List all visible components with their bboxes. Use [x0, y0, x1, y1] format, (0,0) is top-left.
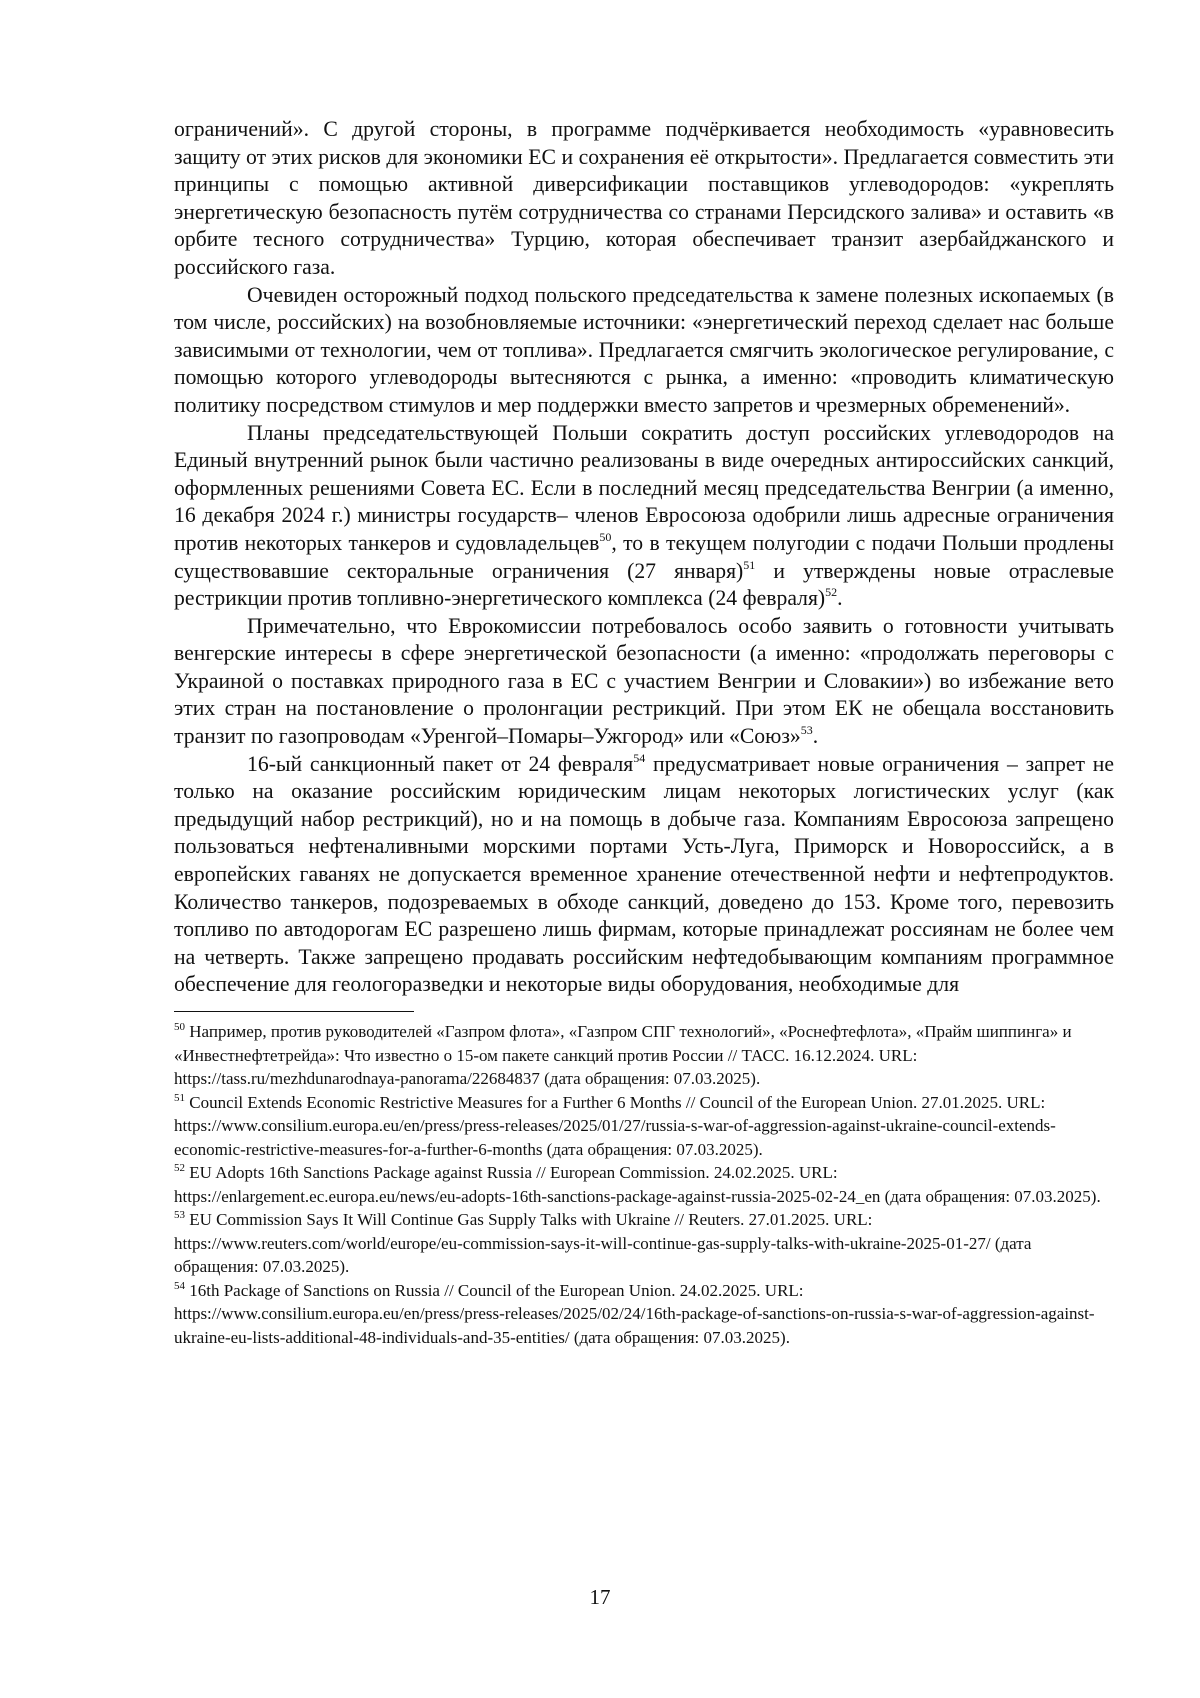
paragraph-4 [174, 613, 1114, 751]
footnote-ref-53[interactable]: 53 [800, 723, 813, 738]
paragraph-3 [174, 420, 1114, 613]
paragraph-5-text-b: предусматривает новые ограничения – запрет не только на оказание российским юридическим лицам некоторых логистических услуг (как предыдущий набор рестрикций), но и на помощь в добыче газа. Компаниям Евросоюза запрещено пользоваться нефтеналивными морскими портами Усть-Луга, Приморск и Новороссийск, а в европейских гаванях не допускается временное хранение отечественной нефти и нефтепродуктов. Количество танкеров, подозреваемых в обходе санкций, доведено до 153. Кроме того, перевозить топливо по автодорогам ЕС разрешено лишь фирмам, которые принадлежат россиянам не более чем на четверть. Также запрещено продавать российским нефтедобывающим компаниям программное обеспечение для геологоразведки и некоторые виды оборудования, необходимые для [174, 751, 1114, 997]
paragraph-3-text-b: , то в текущем полугодии с подачи Польши продлены существовавшие секторальные ограничения (27 января) [174, 530, 1114, 583]
paragraph-1-text: ограничений». С другой стороны, в программе подчёркивается необходимость «уравновесить защиту от этих рисков для экономики ЕС и сохранения её открытости». Предлагается совместить эти принципы с помощью активной диверсификации поставщиков углеводородов: «укреплять энергетическую безопасность путём сотрудничества со странами Персидского залива» и оставить «в орбите тесного сотрудничества» Турцию, которая обеспечивает транзит азербайджанского и российского газа. [174, 117, 1114, 279]
footnote-number: 50 [174, 1021, 185, 1033]
paragraph-2 [174, 282, 1114, 420]
footnote-ref-50[interactable]: 50 [599, 529, 612, 544]
page-number: 17 [589, 1585, 611, 1609]
footnote-50 [174, 1020, 1114, 1091]
footnote-52 [174, 1161, 1114, 1208]
paragraph-4-text-b: . [812, 724, 819, 749]
page [174, 116, 1114, 1349]
paragraph-3-text-a: Планы председательствующей Польши сократить доступ российских углеводородов на Единый внутренний рынок были частично реализованы в виде очередных антироссийских санкций, оформленных решениями Совета ЕС. Если в последний месяц председательства Венгрии (а именно, 16 декабря 2024 г.) министры государств– членов Евросоюза одобрили лишь адресные ограничения против некоторых танкеров и судовладельцев [174, 420, 1114, 555]
footnote-text: EU Commission Says It Will Continue Gas Supply Talks with Ukraine // Reuters. 27.01.2025. URL: https://www.reuters.com/world/europe/eu-commission-says-it-will-continue-gas-supply-talks-with-ukraine-2025-01-27/ (дата обращения: 07.03.2025). [174, 1210, 1032, 1276]
footnote-number: 53 [174, 1209, 185, 1221]
footnote-number: 51 [174, 1091, 185, 1104]
paragraph-1 [174, 116, 1114, 282]
footnote-text: EU Adopts 16th Sanctions Package against Russia // European Commission. 24.02.2025. URL: https://enlargement.ec.europa.eu/news/eu-adopts-16th-sanctions-package-against-russia-2025-02-24_en (дата обращения: 07.03.2025). [174, 1163, 1101, 1206]
paragraph-2-text: Очевиден осторожный подход польского председательства к замене полезных ископаемых (в том числе, российских) на возобновляемые источники: «энергетический переход сделает нас больше зависимыми от технологии, чем от топлива». Предлагается смягчить экологическое регулирование, с помощью которого углеводороды вытесняются с рынка, а именно: «проводить климатическую политику посредством стимулов и мер поддержки вместо запретов и чрезмерных обременений». [174, 282, 1114, 417]
footnote-text: 16th Package of Sanctions on Russia // Council of the European Union. 24.02.2025. URL: https://www.consilium.europa.eu/en/press/press-releases/2025/02/24/16th-package-of-sanctions-on-russia-s-war-of-aggression-against-ukraine-eu-lists-additional-48-individuals-and-35-entities/ (дата обращения: 07.03.2025). [174, 1280, 1095, 1347]
footnote-text: Например, против руководителей «Газпром флота», «Газпром СПГ технологий», «Роснефтефлота», «Прайм шиппинга» и «Инвестнефтетрейда»: Что известно о 15-ом пакете санкций против России // ТАСС. 16.12.2024. URL: https://tass.ru/mezhdunarodnaya-panorama/22684837 (дата обращения: 07.03.2025). [174, 1022, 1072, 1088]
footnote-ref-52[interactable]: 52 [825, 585, 838, 600]
footnote-ref-51[interactable]: 51 [743, 557, 756, 572]
footnotes [174, 1020, 1114, 1349]
paragraph-3-text-d: . [837, 586, 843, 611]
footnote-divider [174, 1011, 414, 1012]
paragraph-5-text-a: 16-ый санкционный пакет от 24 февраля [247, 751, 634, 776]
footnote-ref-54[interactable]: 54 [633, 750, 646, 765]
footnote-number: 52 [174, 1162, 185, 1174]
paragraph-3-text-c: и утверждены новые отраслевые рестрикции против топливно-энергетического комплекса (24 февраля) [174, 558, 1114, 611]
footnote-54 [174, 1279, 1114, 1350]
paragraph-4-text-a: Примечательно, что Еврокомиссии потребовалось особо заявить о готовности учитывать венгерские интересы в сфере энергетической безопасности (а именно: «продолжать переговоры с Украиной о поставках природного газа в ЕС с участием Венгрии и Словакии») во избежание вето этих стран на постановление о пролонгации рестрикций. При этом ЕК не обещала восстановить транзит по газопроводам «Уренгой–Помары–Ужгород» или «Союз» [174, 613, 1114, 749]
footnote-text: Council Extends Economic Restrictive Measures for a Further 6 Months // Council of the European Union. 27.01.2025. URL: https://www.consilium.europa.eu/en/press/press-releases/2025/01/27/russia-s-war-of-aggression-against-ukraine-council-extends-economic-restrictive-measures-for-a-further-6-months (дата обращения: 07.03.2025). [174, 1092, 1056, 1159]
footnote-53 [174, 1208, 1114, 1279]
footnote-number: 54 [174, 1279, 185, 1292]
paragraph-5 [174, 751, 1114, 999]
footnote-51 [174, 1091, 1114, 1162]
body-text [174, 116, 1114, 999]
